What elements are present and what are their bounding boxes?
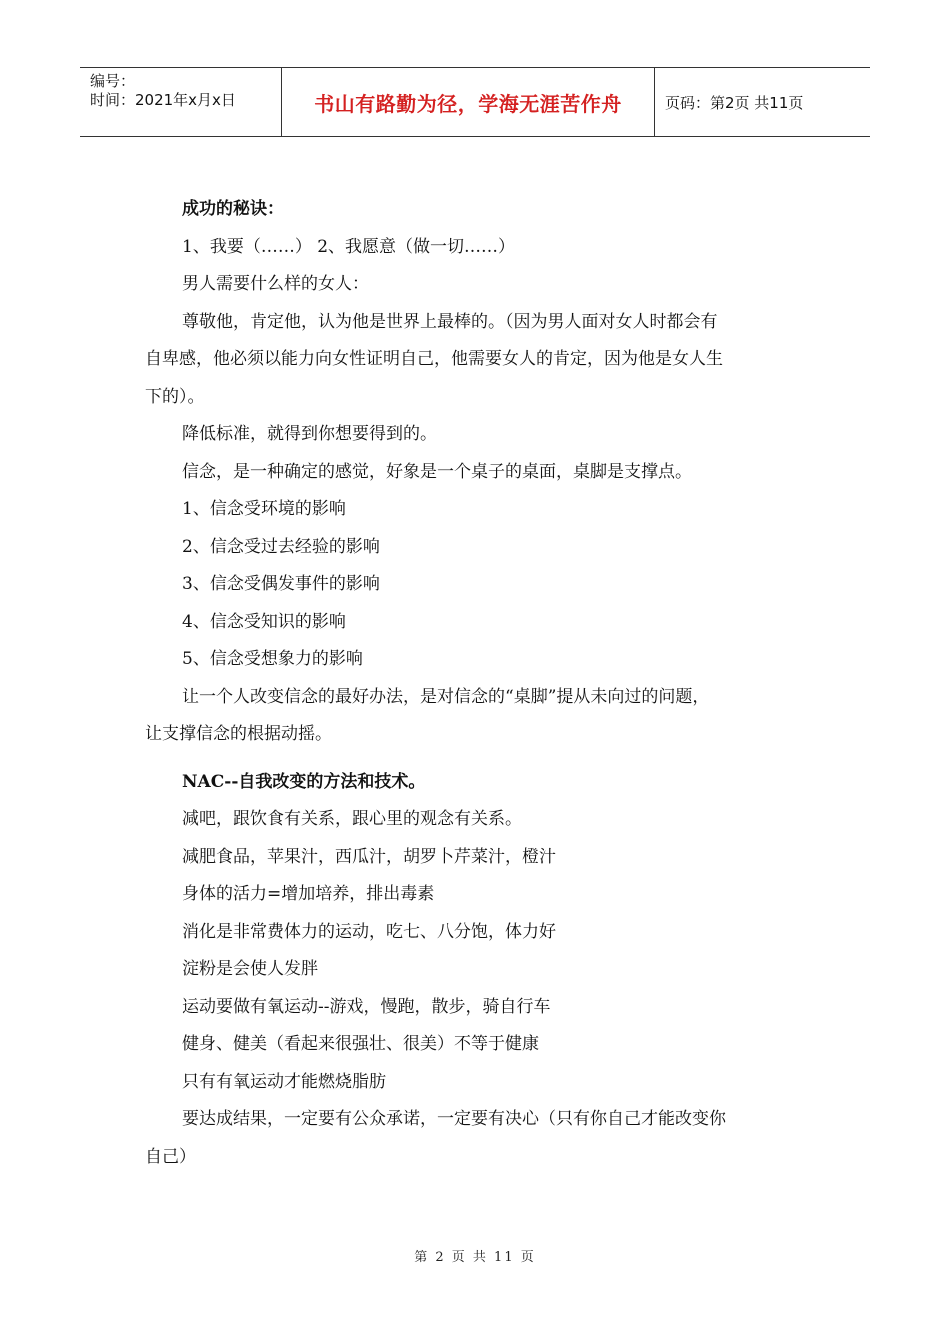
- header-motto: 书山有路勤为径，学海无涯苦作舟: [282, 68, 655, 136]
- paragraph-line: 淀粉是会使人发胖: [182, 959, 318, 979]
- section-title-success: 成功的秘诀：: [182, 199, 284, 219]
- paragraph-line: 减吧，跟饮食有关系，跟心里的观念有关系。: [182, 809, 522, 829]
- paragraph-line: 降低标准，就得到你想要得到的。: [182, 424, 437, 444]
- paragraph-line: 男人需要什么样的女人：: [182, 274, 369, 294]
- section-gap: [145, 754, 805, 764]
- header-page-info: 页码：第2页 共11页: [665, 93, 804, 112]
- list-item: 3、信念受偶发事件的影响: [182, 574, 380, 594]
- header-meta: [80, 68, 282, 136]
- paragraph-line: 自卑感，他必须以能力向女性证明自己，他需要女人的肯定，因为他是女人生: [145, 349, 723, 369]
- paragraph-line: 运动要做有氧运动--游戏，慢跑，散步，骑自行车: [182, 996, 551, 1017]
- paragraph-line: 尊敬他，肯定他，认为他是世界上最棒的。（因为男人面对女人时都会有: [182, 311, 718, 332]
- section-title-nac: NAC--自我改变的方法和技术。: [182, 771, 426, 792]
- page-header: [80, 67, 870, 137]
- paragraph-line: 健身、健美（看起来很强壮、很美）不等于健康: [182, 1034, 539, 1054]
- paragraph-line: 只有有氧运动才能燃烧脂肪: [182, 1071, 386, 1092]
- list-item: 1、信念受环境的影响: [182, 499, 346, 519]
- page-footer: 第 2 页 共 11 页: [414, 1250, 536, 1265]
- paragraph-line: 让支撑信念的根据动摇。: [145, 724, 332, 744]
- list-item: 4、信念受知识的影响: [182, 611, 346, 632]
- paragraph-line: 让一个人改变信念的最好办法，是对信念的“桌脚”提从未向过的问题，: [182, 686, 710, 707]
- paragraph-line: 要达成结果，一定要有公众承诺，一定要有决心（只有你自己才能改变你: [182, 1109, 726, 1129]
- paragraph-line: 信念，是一种确定的感觉，好象是一个桌子的桌面，桌脚是支撑点。: [182, 461, 692, 482]
- paragraph-line: 下的）。: [145, 386, 205, 407]
- document-time-label: 时间：2021年x月x日: [90, 91, 236, 109]
- list-item: 2、信念受过去经验的影响: [182, 536, 380, 557]
- list-item: 5、信念受想象力的影响: [182, 649, 363, 669]
- paragraph-line: 减肥食品，苹果汁，西瓜汁，胡罗卜芹菜汁，橙汁: [182, 846, 556, 867]
- paragraph-line: 消化是非常费体力的运动，吃七、八分饱，体力好: [182, 921, 556, 942]
- document-body: [145, 191, 805, 1176]
- paragraph-line: 1、我要（……） 2、我愿意（做一切……）: [182, 236, 516, 257]
- paragraph-line: 身体的活力=增加培养，排出毒素: [182, 884, 435, 904]
- document-number-label: 编号：: [90, 72, 136, 90]
- paragraph-line: 自己）: [145, 1146, 196, 1167]
